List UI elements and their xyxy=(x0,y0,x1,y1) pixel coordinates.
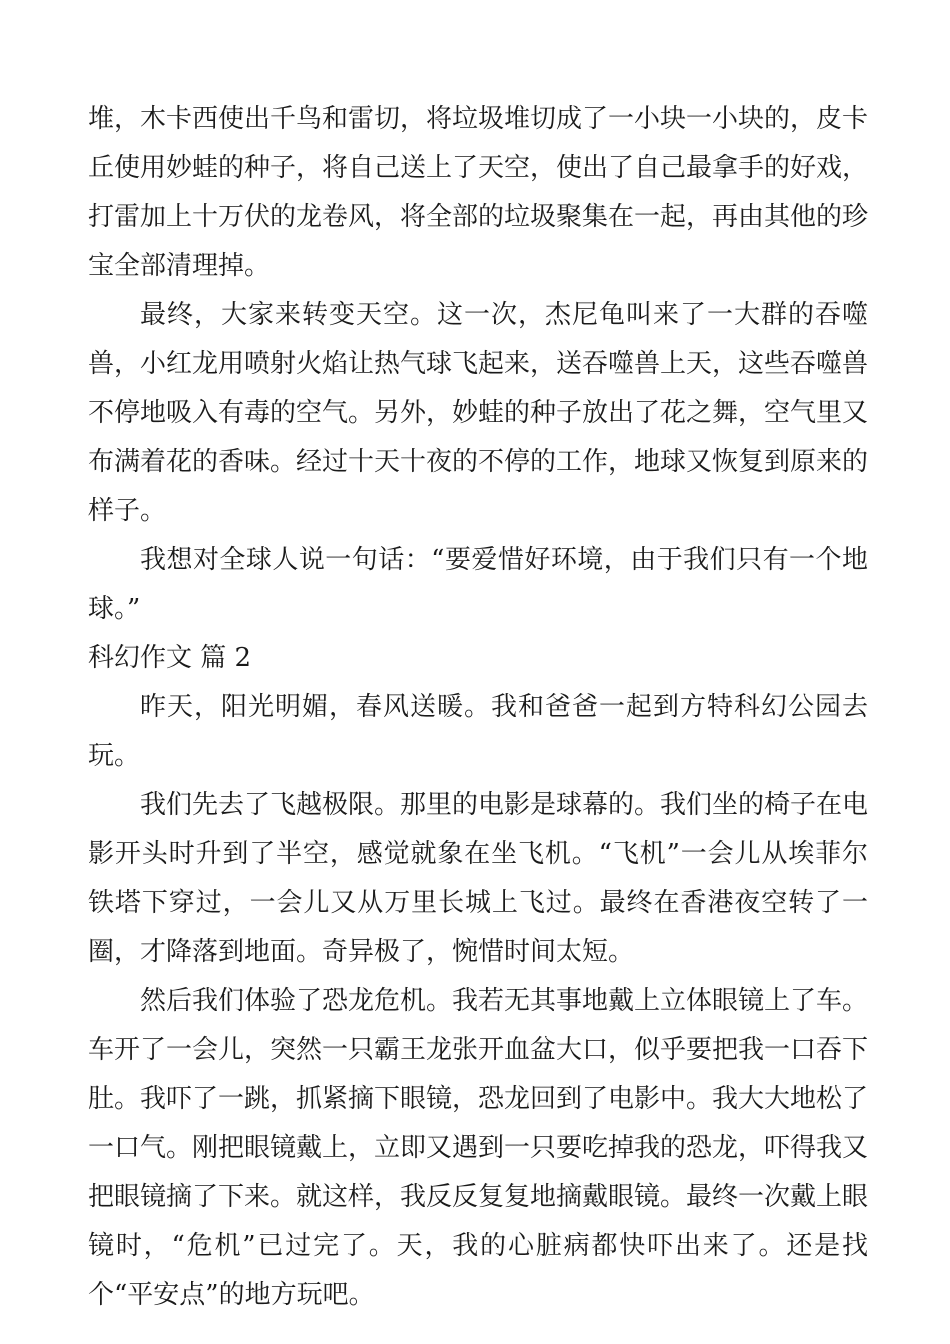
section-title: 科幻作文 篇 2 xyxy=(88,643,252,673)
paragraph: 昨天，阳光明媚，春风送暖。我和爸爸一起到方特科幻公园去玩。 xyxy=(88,692,868,771)
paragraph-continued: 堆，木卡西使出千鸟和雷切，将垃圾堆切成了一小块一小块的，皮卡丘使用妙蛙的种子，将自己送上了天空，使出了自己最拿手的好戏，打雷加上十万伏的龙卷风，将全部的垃圾聚集在一起，再由其他的珍宝全部清理掉。 xyxy=(88,104,869,281)
paragraph: 我想对全球人说一句话：“要爱惜好环境，由于我们只有一个地球。” xyxy=(88,545,868,624)
paragraph: 我们先去了飞越极限。那里的电影是球幕的。我们坐的椅子在电影开头时升到了半空，感觉就象在坐飞机。“飞机”一会儿从埃菲尔铁塔下穿过，一会儿又从万里长城上飞过。最终在香港夜空转了一圈，才降落到地面。奇异极了，惋惜时间太短。 xyxy=(88,790,869,967)
document-page xyxy=(88,95,868,1320)
paragraph: 然后我们体验了恐龙危机。我若无其事地戴上立体眼镜上了车。车开了一会儿，突然一只霸王龙张开血盆大口，似乎要把我一口吞下肚。我吓了一跳，抓紧摘下眼镜，恐龙回到了电影中。我大大地松了一口气。刚把眼镜戴上，立即又遇到一只要吃掉我的恐龙，吓得我又把眼镜摘了下来。就这样，我反反复复地摘戴眼镜。最终一次戴上眼镜时，“危机”已过完了。天，我的心脏病都快吓出来了。还是找个“平安点”的地方玩吧。 xyxy=(88,986,869,1310)
paragraph: 最终，大家来转变天空。这一次，杰尼龟叫来了一大群的吞噬兽，小红龙用喷射火焰让热气球飞起来，送吞噬兽上天，这些吞噬兽不停地吸入有毒的空气。另外，妙蛙的种子放出了花之舞，空气里又布满着花的香味。经过十天十夜的不停的工作，地球又恢复到原来的样子。 xyxy=(88,300,869,526)
